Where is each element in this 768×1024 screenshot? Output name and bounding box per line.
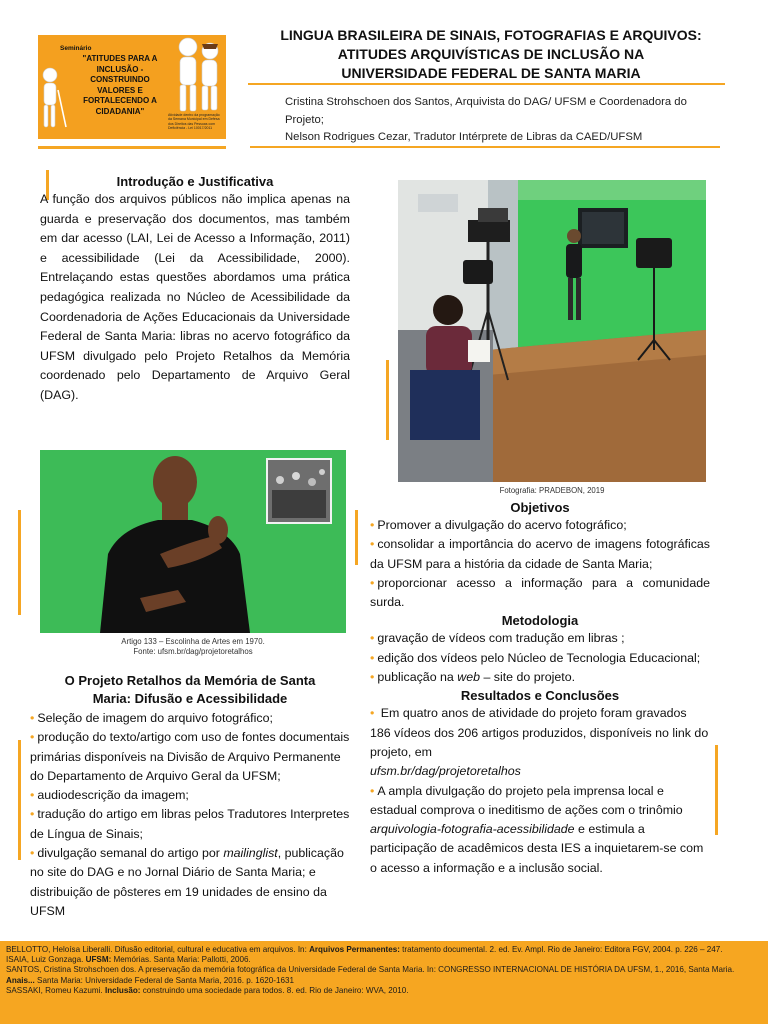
references-footer — [0, 941, 768, 1024]
title-line-1: LINGUA BRASILEIRA DE SINAIS, FOTOGRAFIAS E ARQUIVOS: — [280, 27, 702, 43]
list-item-text: Promover a divulgação do acervo fotográfico; — [377, 518, 627, 532]
right-column — [370, 500, 710, 879]
logo-small-text: Atividade dentro da programação da Semana Municipal em Defesa dos Direitos das Pessoas com Deficiência - Lei 10017/2011 — [168, 113, 220, 131]
list-item-emphasis: arquivologia-fotografia-acessibilidade — [370, 822, 575, 837]
list-item-text: Seleção de imagem do arquivo fotográfico; — [37, 711, 273, 725]
accent-bar — [355, 510, 358, 565]
intro-section — [40, 174, 350, 406]
projeto-heading-line-1: O Projeto Retalhos da Memória de Santa — [64, 673, 316, 688]
authors-block — [285, 94, 725, 147]
reference-bold: UFSM: — [85, 955, 112, 965]
metodologia-section — [370, 613, 710, 687]
list-item — [370, 516, 710, 535]
reference-item — [6, 945, 762, 955]
list-item — [370, 782, 710, 878]
projeto-section — [30, 672, 350, 921]
resultados-list — [370, 704, 710, 878]
reference-text: ISAIA, Luiz Gonzaga. — [6, 955, 86, 965]
author-1: Cristina Strohschoen dos Santos, Arquivista do DAG/ UFSM e Coordenadora do Projeto; — [285, 96, 687, 126]
bullet-icon: • — [30, 846, 35, 861]
list-item-text: Em quatro anos de atividade do projeto foram gravados 186 vídeos dos 206 artigos produzidos, disponíveis no link do projeto, em — [370, 706, 709, 759]
resultados-section — [370, 688, 710, 878]
reference-text: SANTOS, Cristina Strohschoen dos. A preservação da memória fotográfica da Universidade Federal de Santa Maria. In: CONGRESSO INTERNACIONAL DE HISTÓRIA DA UFSM, 1., 2016, Santa Maria. — [6, 965, 735, 975]
header-divider-right — [248, 83, 725, 85]
reference-text: BELLOTTO, Heloísa Liberalli. Difusão editorial, cultural e educativa em arquivos. In: — [6, 945, 310, 954]
metodologia-list — [370, 629, 710, 687]
intro-text: A função dos arquivos públicos não implica apenas na guarda e preservação dos documentos, mas também em dar acesso (LAI, Lei de Acesso a Informação, 2011) e acessibilidade (Lei da Acessibilidade, 2000). Entrelaçando estas questões abordamos uma prática pedagógica realizada no Núcleo de Acessibilidade da Coordenadoria de Ações Educacionais da Universidade Federal de Santa Maria: libras no acervo fotográfico da UFSM divulgado pelo Projeto Retalhos da Memória coordenado pelo Departamento de Arquivo Geral (DAG). — [40, 192, 350, 402]
list-item — [370, 704, 710, 781]
caption-line-2: Fonte: ufsm.br/dag/projetoretalhos — [133, 647, 253, 656]
bullet-icon: • — [370, 783, 375, 798]
bullet-icon: • — [370, 706, 375, 721]
title-line-3: UNIVERSIDADE FEDERAL DE SANTA MARIA — [341, 65, 641, 81]
objetivos-heading: Objetivos — [510, 500, 570, 515]
signer-photo — [40, 450, 346, 633]
list-item — [30, 805, 350, 844]
reference-text: SASSAKI, Romeu Kazumi. — [6, 985, 105, 995]
studio-photo — [398, 180, 706, 482]
list-item-text: gravação de vídeos com tradução em libras ; — [377, 631, 625, 646]
list-item-text: divulgação semanal do artigo por — [37, 846, 224, 861]
poster-title — [250, 26, 732, 83]
reference-text: construindo uma sociedade para todos. 8. ed. Rio de Janeiro: WVA, 2010. — [140, 985, 409, 995]
list-item — [370, 574, 710, 613]
list-item-text: proporcionar acesso a informação para a comunidade surda. — [370, 575, 710, 610]
seminar-logo — [38, 35, 226, 139]
list-item — [30, 786, 350, 805]
bullet-icon: • — [370, 518, 375, 532]
projeto-heading — [30, 672, 350, 708]
list-item — [30, 844, 350, 921]
header-divider-left — [38, 146, 226, 149]
reference-text: Santa Maria: Universidade Federal de Santa Maria, 2016. p. 1620-1631 — [34, 975, 294, 985]
list-item — [30, 709, 350, 728]
reference-text: Memórias. Santa Maria: Pallotti, 2006. — [111, 955, 251, 965]
list-item-text: A ampla divulgação do projeto pela imprensa local e estadual comprova o ineditismo de ações com o trinômio — [370, 783, 683, 817]
accent-bar — [386, 360, 389, 440]
list-item-text: publicação na — [377, 670, 458, 685]
reference-bold: Anais... — [6, 975, 35, 985]
header-divider-bottom — [250, 146, 720, 148]
list-item-text: – site do projeto. — [480, 670, 576, 685]
signer-photo-illustration — [40, 450, 346, 633]
reference-item — [6, 965, 762, 985]
reference-bold: Inclusão: — [104, 985, 141, 995]
logo-seminar-label: Seminário — [60, 45, 92, 52]
bullet-icon: • — [30, 711, 35, 725]
author-2: Nelson Rodrigues Cezar, Tradutor Intérprete de Libras da CAED/UFSM — [285, 131, 643, 143]
signer-photo-caption — [60, 637, 326, 657]
bullet-icon: • — [30, 730, 35, 745]
list-item-text: audiodescrição da imagem; — [37, 788, 189, 803]
studio-photo-caption: Fotografia: PRADEBON, 2019 — [499, 486, 605, 495]
objetivos-section — [370, 500, 710, 612]
list-item-text: produção do texto/artigo com uso de fontes documentais primárias disponíveis na Divisão de Arquivo Permanente do Departamento de Arquivo Geral da UFSM; — [30, 730, 350, 783]
bullet-icon: • — [370, 670, 375, 685]
list-item-emphasis: web — [457, 670, 480, 685]
projeto-heading-line-2: Maria: Difusão e Acessibilidade — [92, 691, 288, 706]
list-item-text: tradução do artigo em libras pelos Tradutores Interpretes de Língua de Sinais; — [30, 807, 350, 841]
list-item — [370, 535, 710, 574]
resultados-heading: Resultados e Conclusões — [460, 688, 620, 704]
accent-bar — [18, 510, 21, 615]
studio-photo-illustration — [398, 180, 706, 482]
list-item — [370, 629, 710, 648]
reference-item — [6, 986, 762, 996]
bullet-icon: • — [370, 650, 375, 665]
reference-bold: Arquivos Permanentes: — [309, 945, 400, 954]
reference-text: tratamento documental. 2. ed. Ev. Ampl. Rio de Janeiro: Editora FGV, 2004. p. 226 – 247. — [399, 945, 723, 954]
bullet-icon: • — [30, 807, 35, 822]
bullet-icon: • — [30, 788, 35, 803]
title-line-2: ATITUDES ARQUIVÍSTICAS DE INCLUSÃO NA — [337, 46, 645, 62]
logo-seminar-title: "ATITUDES PARA A INCLUSÃO - CONSTRUINDO VALORES E FORTALECENDO A CIDADANIA" — [82, 54, 158, 116]
metodologia-heading: Metodologia — [501, 613, 579, 629]
list-item — [370, 649, 710, 668]
bullet-icon: • — [370, 575, 375, 590]
accent-bar — [715, 745, 718, 835]
list-item-text: edição dos vídeos pelo Núcleo de Tecnologia Educacional; — [377, 650, 701, 665]
list-item — [30, 728, 350, 786]
caption-line-1: Artigo 133 – Escolinha de Artes em 1970. — [121, 637, 265, 646]
project-link[interactable]: ufsm.br/dag/projetoretalhos — [370, 764, 521, 779]
list-item — [370, 668, 710, 687]
projeto-list — [30, 709, 350, 921]
reference-item — [6, 955, 762, 965]
objetivos-list — [370, 516, 710, 612]
list-item-text: , publicação no site do DAG e no Jornal Diário de Santa Maria; e distribuição de pôsteres em 19 unidades de ensino da UFSM — [30, 846, 344, 918]
bullet-icon: • — [370, 537, 375, 552]
list-item-text: consolidar a importância do acervo de imagens fotográficas da UFSM para a história da cidade de Santa Maria; — [370, 537, 710, 571]
accent-bar — [18, 740, 21, 860]
list-item-emphasis: mailinglist — [223, 846, 278, 861]
bullet-icon: • — [370, 631, 375, 646]
intro-heading: Introdução e Justificativa — [116, 174, 274, 189]
list-item-text: e estimula a participação de acadêmicos desta IES a inquietarem-se com o acesso a informação e a inclusão social. — [370, 822, 704, 875]
